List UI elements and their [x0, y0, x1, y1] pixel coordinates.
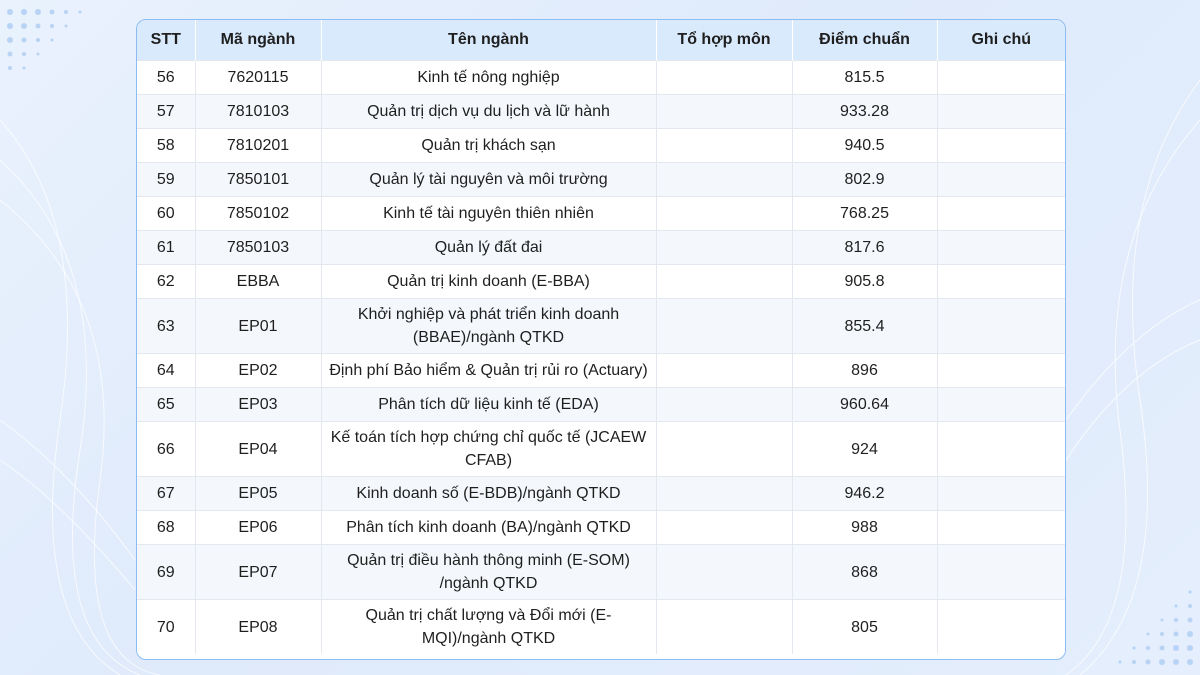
table-row [137, 388, 1065, 422]
cell-ma-nganh: EP01 [195, 299, 321, 354]
header-ten-nganh: Tên ngành [321, 20, 656, 61]
cell-ma-nganh: 7850101 [195, 163, 321, 197]
cell-diem-chuan: 896 [792, 354, 937, 388]
cell-to-hop-mon [656, 422, 792, 477]
cell-ten-nganh: Kinh doanh số (E-BDB)/ngành QTKD [321, 477, 656, 511]
table-row [137, 61, 1065, 95]
cell-diem-chuan: 868 [792, 545, 937, 600]
cell-ma-nganh: EP02 [195, 354, 321, 388]
cell-diem-chuan: 924 [792, 422, 937, 477]
cell-stt: 66 [137, 422, 195, 477]
cell-to-hop-mon [656, 388, 792, 422]
cell-to-hop-mon [656, 129, 792, 163]
cell-ghi-chu [937, 61, 1065, 95]
cell-ten-nganh: Quản trị chất lượng và Đổi mới (E-MQI)/ngành QTKD [321, 600, 656, 655]
cell-ghi-chu [937, 231, 1065, 265]
cell-ma-nganh: EP03 [195, 388, 321, 422]
cell-ghi-chu [937, 354, 1065, 388]
cell-to-hop-mon [656, 197, 792, 231]
cell-diem-chuan: 817.6 [792, 231, 937, 265]
cell-stt: 64 [137, 354, 195, 388]
table-row [137, 163, 1065, 197]
table-row [137, 231, 1065, 265]
cell-ma-nganh: 7850103 [195, 231, 321, 265]
cell-to-hop-mon [656, 95, 792, 129]
cell-ghi-chu [937, 95, 1065, 129]
cell-diem-chuan: 933.28 [792, 95, 937, 129]
cell-ten-nganh: Kế toán tích hợp chứng chỉ quốc tế (JCAEW CFAB) [321, 422, 656, 477]
cell-diem-chuan: 768.25 [792, 197, 937, 231]
cell-ghi-chu [937, 511, 1065, 545]
cell-diem-chuan: 960.64 [792, 388, 937, 422]
cell-ma-nganh: EP05 [195, 477, 321, 511]
admission-score-table-card [136, 19, 1066, 660]
cell-stt: 62 [137, 265, 195, 299]
cell-ten-nganh: Quản trị dịch vụ du lịch và lữ hành [321, 95, 656, 129]
table-row [137, 299, 1065, 354]
cell-ghi-chu [937, 545, 1065, 600]
header-ghi-chu: Ghi chú [937, 20, 1065, 61]
table-row [137, 129, 1065, 163]
cell-ma-nganh: EBBA [195, 265, 321, 299]
cell-ma-nganh: EP08 [195, 600, 321, 655]
cell-diem-chuan: 805 [792, 600, 937, 655]
cell-to-hop-mon [656, 354, 792, 388]
cell-ten-nganh: Phân tích dữ liệu kinh tế (EDA) [321, 388, 656, 422]
table-row [137, 477, 1065, 511]
cell-ma-nganh: 7850102 [195, 197, 321, 231]
cell-stt: 56 [137, 61, 195, 95]
cell-ghi-chu [937, 477, 1065, 511]
cell-to-hop-mon [656, 61, 792, 95]
cell-stt: 61 [137, 231, 195, 265]
cell-to-hop-mon [656, 545, 792, 600]
cell-ghi-chu [937, 388, 1065, 422]
cell-to-hop-mon [656, 511, 792, 545]
cell-ma-nganh: EP06 [195, 511, 321, 545]
cell-to-hop-mon [656, 231, 792, 265]
cell-ten-nganh: Quản trị điều hành thông minh (E-SOM) /ngành QTKD [321, 545, 656, 600]
cell-ten-nganh: Kinh tế nông nghiệp [321, 61, 656, 95]
cell-to-hop-mon [656, 163, 792, 197]
cell-ten-nganh: Quản trị khách sạn [321, 129, 656, 163]
cell-diem-chuan: 802.9 [792, 163, 937, 197]
cell-ghi-chu [937, 299, 1065, 354]
cell-ghi-chu [937, 422, 1065, 477]
cell-ten-nganh: Quản trị kinh doanh (E-BBA) [321, 265, 656, 299]
cell-stt: 57 [137, 95, 195, 129]
table-row [137, 354, 1065, 388]
cell-ghi-chu [937, 129, 1065, 163]
cell-ten-nganh: Quản lý tài nguyên và môi trường [321, 163, 656, 197]
cell-stt: 59 [137, 163, 195, 197]
cell-diem-chuan: 815.5 [792, 61, 937, 95]
cell-ten-nganh: Phân tích kinh doanh (BA)/ngành QTKD [321, 511, 656, 545]
admission-score-table [137, 20, 1065, 654]
cell-stt: 63 [137, 299, 195, 354]
cell-ma-nganh: 7810201 [195, 129, 321, 163]
cell-ten-nganh: Quản lý đất đai [321, 231, 656, 265]
cell-ghi-chu [937, 600, 1065, 655]
cell-ten-nganh: Kinh tế tài nguyên thiên nhiên [321, 197, 656, 231]
table-row [137, 511, 1065, 545]
table-row [137, 95, 1065, 129]
table-row [137, 265, 1065, 299]
header-to-hop-mon: Tổ hợp môn [656, 20, 792, 61]
cell-ghi-chu [937, 163, 1065, 197]
cell-to-hop-mon [656, 265, 792, 299]
table-row [137, 197, 1065, 231]
cell-ma-nganh: 7620115 [195, 61, 321, 95]
cell-stt: 60 [137, 197, 195, 231]
cell-diem-chuan: 988 [792, 511, 937, 545]
cell-diem-chuan: 940.5 [792, 129, 937, 163]
table-row [137, 422, 1065, 477]
cell-diem-chuan: 905.8 [792, 265, 937, 299]
cell-ma-nganh: 7810103 [195, 95, 321, 129]
cell-ma-nganh: EP04 [195, 422, 321, 477]
cell-stt: 68 [137, 511, 195, 545]
header-stt: STT [137, 20, 195, 61]
cell-ten-nganh: Định phí Bảo hiểm & Quản trị rủi ro (Actuary) [321, 354, 656, 388]
cell-diem-chuan: 946.2 [792, 477, 937, 511]
header-ma-nganh: Mã ngành [195, 20, 321, 61]
table-header-row [137, 20, 1065, 61]
cell-stt: 65 [137, 388, 195, 422]
cell-diem-chuan: 855.4 [792, 299, 937, 354]
cell-to-hop-mon [656, 299, 792, 354]
table-row [137, 600, 1065, 655]
header-diem-chuan: Điểm chuẩn [792, 20, 937, 61]
cell-stt: 58 [137, 129, 195, 163]
cell-ghi-chu [937, 197, 1065, 231]
cell-stt: 69 [137, 545, 195, 600]
table-row [137, 545, 1065, 600]
cell-ghi-chu [937, 265, 1065, 299]
cell-to-hop-mon [656, 600, 792, 655]
cell-stt: 70 [137, 600, 195, 655]
cell-to-hop-mon [656, 477, 792, 511]
cell-ma-nganh: EP07 [195, 545, 321, 600]
cell-stt: 67 [137, 477, 195, 511]
cell-ten-nganh: Khởi nghiệp và phát triển kinh doanh (BBAE)/ngành QTKD [321, 299, 656, 354]
